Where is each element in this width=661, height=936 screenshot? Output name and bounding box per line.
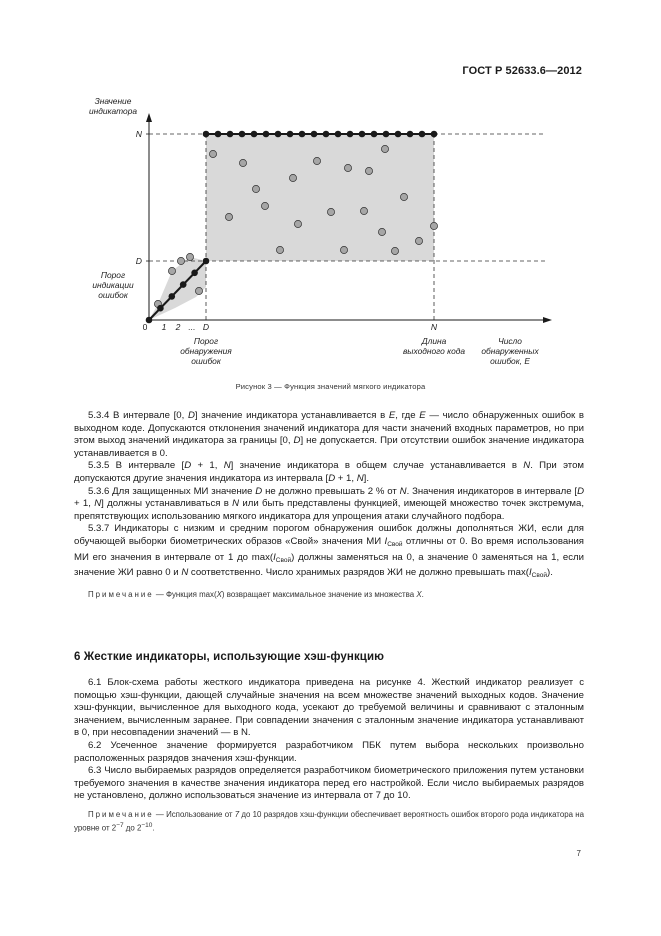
black-point [146,317,153,324]
black-point [203,131,210,138]
left-label-line1: Порог [100,270,126,280]
black-point [169,293,176,300]
x-tick-1: 1 [161,322,167,332]
y-tick-n: N [135,129,142,139]
paragraph-6-3: 6.3 Число выбираемых разрядов определяется разработчиком биометрического приложения путем установки требуемого значения в качестве значения индикатора перед его настройкой. Если число выбираемых разрядов не установлено, должно использоваться значение из интервала от 7 до 10. [74,765,584,802]
x-tick-origin: 0 [142,322,148,332]
d-label-line2: обнаружения [180,346,232,356]
tolerance-area-right [206,134,434,261]
grey-point [261,202,268,209]
grey-point [252,185,259,192]
section-6-heading: 6 Жесткие индикаторы, использующие хэш-функцию [74,651,385,663]
x-axis-arrow [543,317,552,323]
left-label-line2: индикации [92,280,134,290]
black-point [335,131,342,138]
figure-3 [0,0,661,380]
y-axis-arrow [146,113,152,122]
note-1: Примечание — Функция max(X) возвращает максимальное значение из множества X. [88,589,424,599]
paragraph-6-1: 6.1 Блок-схема работы жесткого индикатора приведена на рисунке 4. Жесткий индикатор реализует с помощью хэш-функции, дающей случайные значения на всем множестве значений выходных кодов. Значение хэш-функции, вычисленное для выходного кода, усекают до требуемой величины и сравнивают с эталонным значением, вычисленным заранее. При совпадении значения с эталонным значение индикатора устанавливают в 0, при несовпадении значений — в N. [74,677,584,739]
grey-point [378,228,385,235]
grey-point [391,247,398,254]
grey-point [340,246,347,253]
black-point [263,131,270,138]
n-label-line2: выходного кода [402,346,466,356]
grey-point [294,220,301,227]
section-6-text [74,677,584,834]
black-point [371,131,378,138]
grey-point [239,159,246,166]
grey-point [289,174,296,181]
grey-point [365,167,372,174]
e-label-line1: Число [498,336,522,346]
black-point [323,131,330,138]
black-point [395,131,402,138]
x-tick-dots: ... [188,322,196,332]
grey-point [415,237,422,244]
y-axis-title-line1: Значение [94,96,132,106]
x-tick-n: N [430,322,438,332]
grey-point [168,267,175,274]
paragraph-5-3-6: 5.3.6 Для защищенных МИ значение D не должно превышать 2 % от N. Значения индикаторов в интервале [D + 1, N] должны устанавливаться в N или быть представлены функцией, имеющей множество точек экстремума, препятствующих использованию мягкого индикатора для упрощения атаки случайного подбора. [74,485,584,522]
grey-point [313,157,320,164]
black-point [359,131,366,138]
black-point [180,281,187,288]
paragraph-5-3-4: 5.3.4 В интервале [0, D] значение индикатора устанавливается в E, где E — число обнаруженных ошибок в выходном коде. Допускаются отклонения значений индикатора для части значений входных параметров, но при этом выход значений индикатора за границы [0, D] не допускается. При отсутствии ошибок значение индикатора устанавливается в 0. [74,410,585,459]
figure-caption: Рисунок 3 — Функция значений мягкого индикатора [235,382,426,391]
black-point [203,258,210,265]
black-point [419,131,426,138]
black-point [157,305,164,312]
d-label-line1: Порог [193,336,219,346]
grey-point [195,287,202,294]
black-point [239,131,246,138]
black-point [299,131,306,138]
paragraph-5-3-5: 5.3.5 В интервале [D + 1, N] значение индикатора в общем случае устанавливается в N. При этом допускаются другие значения индикатора из интервала [D + 1, N]. [74,460,584,484]
y-tick-d: D [135,256,142,266]
paragraph-5-3-7: 5.3.7 Индикаторы с низким и средним порогом обнаружения ошибок должны дополняться ЖИ, если для обучающей выборки биометрических образов «Свой» значения МИ $I_{Свой}$ отличны от 0. Во время использования МИ его значения в интервале от 1 до $\max(I_{Свой})$ должны заменяться на 0, а значение 0 заменяться на 1, если значение ЖИ равно 0 и N соответственно. Число хранимых разрядов ЖИ не должно превышать $\max(I_{Свой})$. [74,523,585,580]
black-point [431,131,438,138]
black-point [347,131,354,138]
black-point [251,131,258,138]
e-label-line3: ошибок, E [490,356,530,366]
black-point [383,131,390,138]
black-point [311,131,318,138]
n-label-line1: Длина [421,336,447,346]
grey-point [430,222,437,229]
black-point [407,131,414,138]
x-tick-2: 2 [175,322,181,332]
grey-point [344,164,351,171]
e-label-line2: обнаруженных [481,346,539,356]
note-2: Примечание — Использование от 7 до 10 разрядов хэш-функции обеспечивает вероятность ошибок второго рода индикатора на уровне от $2^{-7}$ до $2^{-10}$. [74,809,584,833]
black-point [275,131,282,138]
black-point [191,270,198,277]
grey-point [177,257,184,264]
black-point [287,131,294,138]
grey-point [381,145,388,152]
d-label-line3: ошибок [191,356,221,366]
y-axis-title-line2: индикатора [88,106,138,116]
page-number: 7 [576,849,581,858]
paragraph-6-2: 6.2 Усеченное значение формируется разработчиком ПБК путем выбора нескольких произвольно расположенных разрядов значения хэш-функции. [74,739,584,764]
section-5-3-text [74,410,584,600]
grey-point [360,207,367,214]
document-header: ГОСТ Р 52633.6—2012 [462,65,582,77]
black-point [215,131,222,138]
left-label-line3: ошибок [98,290,128,300]
x-tick-d: D [202,322,210,332]
grey-point [327,208,334,215]
grey-point [276,246,283,253]
grey-point [209,150,216,157]
grey-point [225,213,232,220]
black-point [227,131,234,138]
grey-point [400,193,407,200]
grey-point [186,253,193,260]
